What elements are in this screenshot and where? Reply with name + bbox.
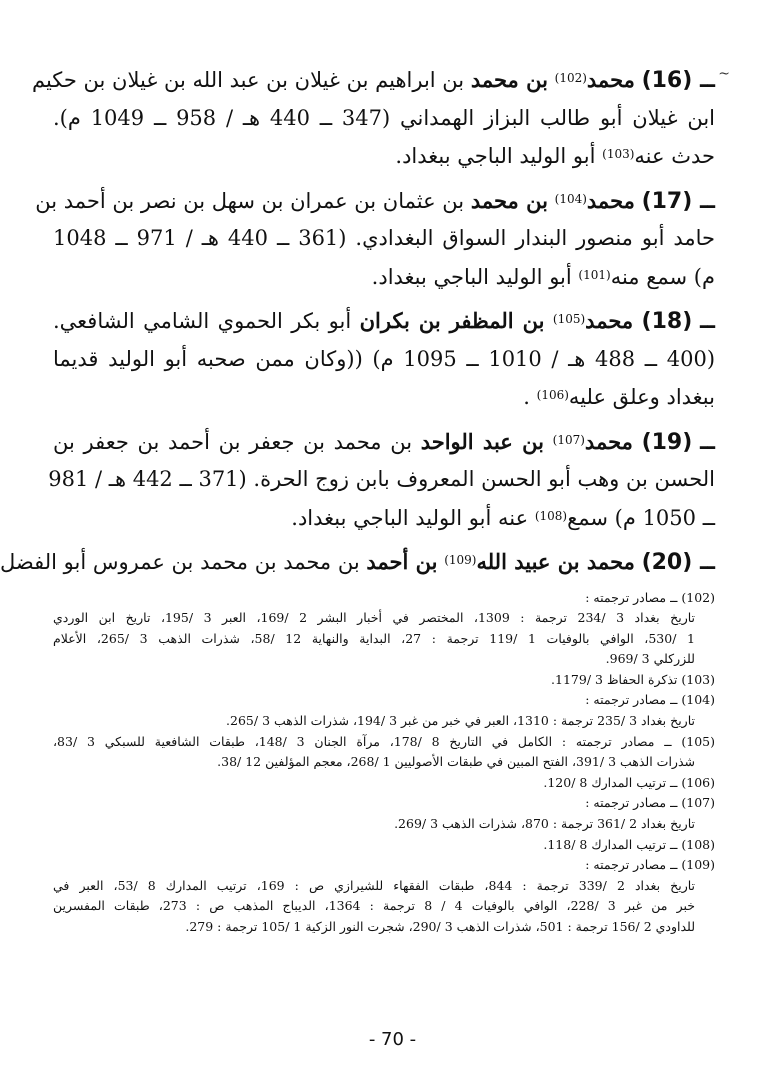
footnote-ref: (106) bbox=[536, 388, 569, 402]
footnote-line: (109) ــ مصادر ترجمته : bbox=[585, 857, 715, 873]
entry-text: ــ 1050 م) سمع bbox=[567, 505, 715, 530]
entry-line bbox=[53, 257, 715, 296]
footnotes bbox=[53, 588, 715, 938]
person-name: محمد bbox=[586, 67, 635, 92]
entry-number: (17) ــ bbox=[641, 188, 715, 214]
page-body bbox=[0, 60, 716, 938]
entry-number: (19) ــ bbox=[641, 429, 715, 455]
entry-text: حامد أبو منصور البندار السواق البغدادي. (361 ــ 440 هـ / 971 ــ 1048 bbox=[53, 226, 716, 250]
entry-text: بن محمد بن جعفر بن أحمد بن جعفر بن bbox=[53, 429, 413, 454]
biography-entry bbox=[35, 181, 716, 296]
entry-text-tail: . bbox=[523, 385, 530, 409]
person-name: محمد بن عبيد الله bbox=[476, 549, 635, 574]
entry-text: بن محمد بن محمد بن عمروس أبو الفضل bbox=[0, 550, 360, 574]
footnote-line: (104) ــ مصادر ترجمته : bbox=[585, 692, 715, 708]
footnote-line: (106) ــ ترتيب المدارك 8 /120. bbox=[543, 774, 715, 790]
person-name: محمد bbox=[585, 308, 634, 333]
entry-line bbox=[53, 136, 715, 175]
footnote-ref: (103) bbox=[602, 147, 635, 161]
entry-line bbox=[53, 498, 715, 537]
entry-text-tail: أبو الوليد الباجي ببغداد. bbox=[395, 144, 596, 168]
footnote-line: شذرات الذهب 3 /391، الفتح المبين في طبقات الأصوليين 1 /268، معجم المؤلفين 12 /38. bbox=[217, 754, 695, 770]
footnote-ref: (105) bbox=[552, 312, 586, 326]
entry-line bbox=[53, 341, 715, 378]
entry-line bbox=[35, 181, 715, 221]
footnote-line: تاريخ بغداد 2 /339 ترجمة : 844، طبقات الفقهاء للشيرازي ص : 169، ترتيب المدارك 8 /53، العبر في bbox=[53, 877, 696, 893]
entry-text: (400 ــ 488 هـ / 1010 ــ 1095 م) ((وكان ممن صحبه أبو الوليد قديما bbox=[53, 346, 716, 371]
footnote-line: تاريخ بغداد 3 /235 ترجمة : 1310، العبر في خبر من غبر 3 /194، شذرات الذهب 3 /265. bbox=[226, 713, 695, 729]
margin-mark: ~ bbox=[718, 66, 730, 82]
entry-number: (20) ــ bbox=[641, 550, 715, 575]
footnote-line: للزركلي 3 /969. bbox=[605, 651, 695, 667]
entry-text: ابن غيلان أبو طالب البزاز الهمداني (347 ــ 440 هـ / 958 ــ 1049 م). bbox=[53, 105, 716, 130]
entry-line bbox=[48, 461, 715, 498]
person-name: محمد bbox=[586, 187, 635, 213]
footnote-line: (107) ــ مصادر ترجمته : bbox=[585, 795, 715, 811]
entry-text: أبو بكر الحموي الشامي الشافعي. bbox=[53, 309, 352, 333]
entry-text: م) سمع منه bbox=[610, 264, 715, 289]
footnote-ref: (108) bbox=[534, 508, 568, 523]
person-lineage-bold: بن محمد bbox=[470, 187, 548, 213]
entry-text: ببغداد وعلق عليه bbox=[568, 385, 715, 409]
footnote-line: (105) ــ مصادر ترجمته : الكامل في التاريخ 8 /178، مرآة الجنان 3 /148، طبقات الشافعية للسبكي 3 /83، bbox=[53, 733, 716, 749]
entry-line bbox=[53, 422, 715, 462]
person-lineage-bold: بن أحمد bbox=[366, 549, 438, 574]
biography-entry bbox=[53, 301, 715, 416]
entry-number: (16) ــ bbox=[641, 68, 715, 93]
entry-line bbox=[53, 100, 715, 137]
page-number: - 70 - bbox=[368, 1029, 417, 1050]
biography-entry bbox=[48, 422, 715, 537]
entry-line bbox=[53, 220, 715, 257]
person-lineage-bold: بن عبد الواحد bbox=[420, 428, 544, 454]
footnote-ref: (101) bbox=[578, 267, 611, 282]
entry-text: بن عثمان بن عمران بن سهل بن نصر بن أحمد بن bbox=[35, 188, 465, 213]
footnote-line: تاريخ بغداد 3 /234 ترجمة : 1309، المختصر في أخبار البشر 2 /169، العبر 3 /195، تاريخ ابن الوردي bbox=[53, 610, 696, 626]
entry-line bbox=[53, 301, 715, 341]
biography-entry bbox=[0, 542, 715, 582]
person-lineage-bold: بن محمد bbox=[470, 67, 548, 92]
footnote-ref: (107) bbox=[552, 432, 585, 447]
footnote-line: تاريخ بغداد 2 /361 ترجمة : 870، شذرات الذهب 3 /269. bbox=[394, 816, 695, 832]
person-lineage-bold: بن المظفر بن بكران bbox=[359, 308, 545, 333]
footnote-line: (103) تذكرة الحفاظ 3 /1179. bbox=[551, 671, 715, 687]
entry-line bbox=[0, 542, 715, 582]
footnote-ref: (102) bbox=[554, 71, 587, 85]
person-name: محمد bbox=[584, 428, 633, 454]
biography-entry bbox=[31, 60, 716, 175]
footnote-line: 1 /530، الوافي بالوفيات 1 /119 ترجمة : 27، البداية والنهاية 12 /58، شذرات الذهب 3 /265، الأعلام bbox=[53, 630, 695, 646]
footnote-ref: (109) bbox=[444, 553, 477, 567]
footnote-line: للداودي 2 /156 ترجمة : 501، شذرات الذهب 3 /290، شجرت النور الزكية 1 /105 ترجمة : 279. bbox=[185, 919, 695, 934]
entry-text: الحسن بن وهب أبو الحسن المعروف بابن زوج الحرة. (371 ــ 442 هـ / 981 bbox=[48, 467, 715, 491]
entry-text-tail: أبو الوليد الباجي ببغداد. bbox=[371, 264, 572, 289]
footnote-ref: (104) bbox=[554, 191, 587, 206]
entry-line bbox=[31, 60, 715, 100]
footnote-line: خبر من غبر 3 /228، الوافي بالوفيات 4 / 8 ترجمة : 1364، الديباج المذهب ص : 273، طبقات المفسرين bbox=[53, 898, 695, 914]
entries-list bbox=[0, 60, 716, 582]
footnote-line: (102) ــ مصادر ترجمته : bbox=[585, 589, 715, 605]
footnote-line: (108) ــ ترتيب المدارك 8 /118. bbox=[543, 836, 715, 852]
entry-number: (18) ــ bbox=[641, 309, 715, 334]
entry-text-tail: عنه أبو الوليد الباجي ببغداد. bbox=[291, 505, 529, 530]
entry-text: بن ابراهيم بن غيلان بن عبد الله بن غيلان بن حكيم bbox=[31, 68, 465, 92]
entry-text: حدث عنه bbox=[634, 144, 715, 168]
entry-line bbox=[53, 377, 715, 416]
